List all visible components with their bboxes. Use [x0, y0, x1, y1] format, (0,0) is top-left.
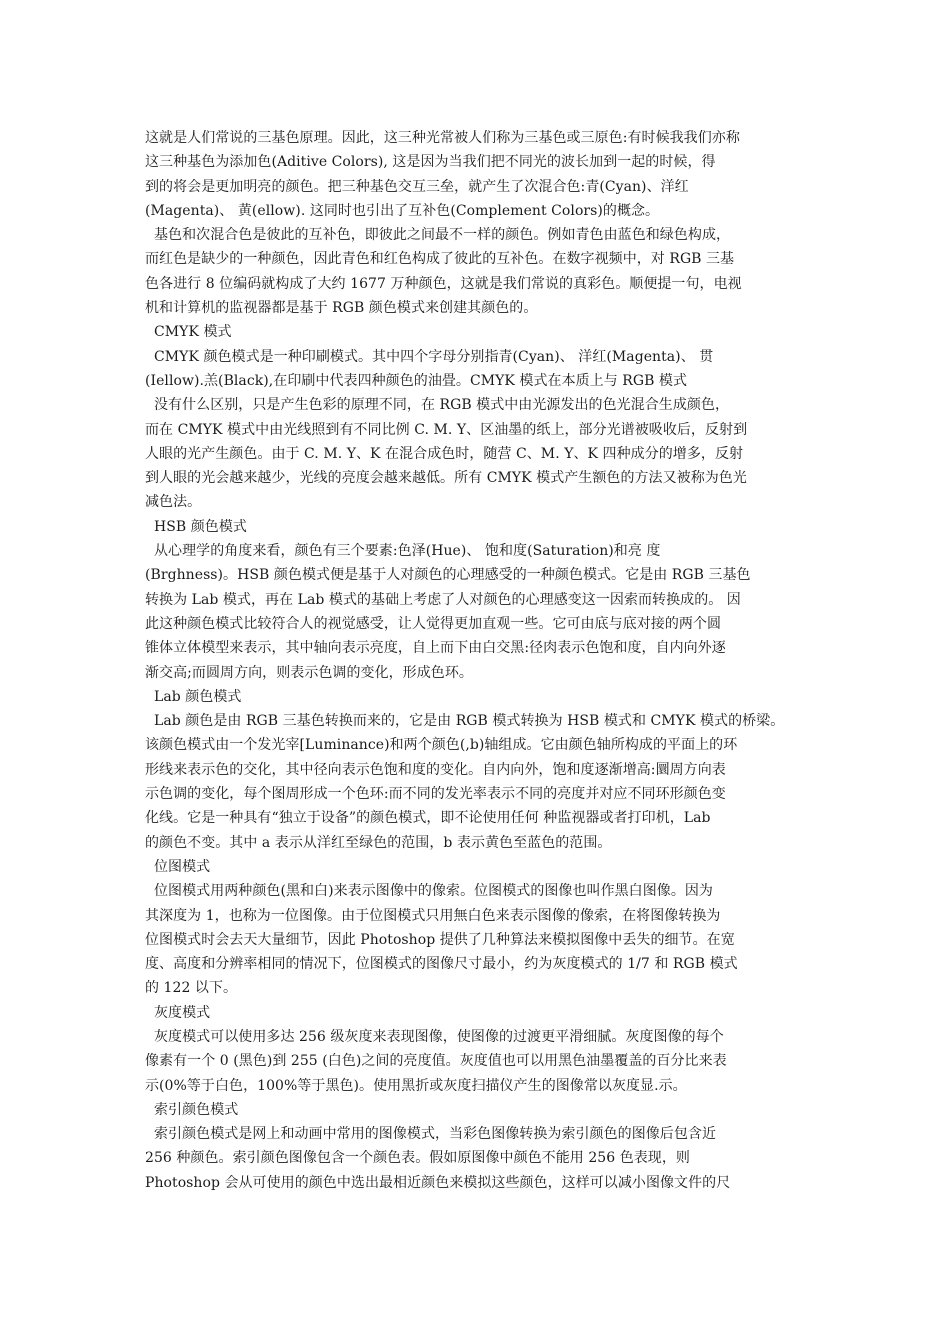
text-line: 示(0%等于白色，100%等于黑色)。使用黑折或灰度扫描仪产生的图像常以灰度显.示。	[145, 1077, 687, 1094]
text-line: 从心理学的角度来看，颜色有三个要素:色泽(Hue)、 饱和度(Saturation)和亮 度	[145, 543, 661, 560]
text-line: 机和计算机的监视器都是基于 RGB 颜色模式来创建其颜色的。	[145, 300, 538, 317]
text-line: 度、高度和分辨率相同的情况下，位图模式的图像尺寸最小，约为灰度模式的 1/7 和 RGB 模式	[145, 956, 738, 973]
text-line: Photoshop 会从可使用的颜色中选出最相近颜色来模拟这些颜色，这样可以减小图像文件的尺	[145, 1174, 731, 1191]
text-line: 没有什么区别，只是产生色彩的原理不同，在 RGB 模式中由光源发出的色光混合生成颜色，	[145, 397, 730, 414]
text-line: 色各进行 8 位编码就构成了大约 1677 万种颜色，这就是我们常说的真彩色。顺便提一句，电视	[145, 275, 742, 292]
text-line: (Iellow).羔(Black),在印刷中代表四种颜色的油畳。CMYK 模式在本质上与 RGB 模式	[145, 372, 688, 389]
document-page	[145, 126, 807, 1195]
text-line: HSB 颜色模式	[145, 518, 247, 535]
text-line: 锥体立体模型来表示，其中轴向表示亮度，自上而下由白交黑:径肉表示色饱和度，自内向外逐	[145, 640, 726, 657]
text-line: Lab 颜色模式	[145, 688, 242, 705]
text-line: CMYK 颜色模式是一种印刷模式。其中四个字母分别指青(Cyan)、 洋红(Magenta)、 贯	[145, 348, 714, 365]
text-line: (Magenta)、 黄(ellow). 这同时也引出了互补色(Complement Colors)的概念。	[145, 202, 660, 219]
text-line: 人眼的光产生颜色。由于 C. M. Y、K 在混合成色时，随营 C、M. Y、K 四种成分的增多，反射	[145, 445, 744, 462]
text-line: 灰度模式可以使用多达 256 级灰度来表现图像，使图像的过渡更平滑细腻。灰度图像的每个	[145, 1028, 724, 1045]
text-line: 其深度为 1，也称为一位图像。由于位图模式只用無白色来表示图像的像索，在将图像转换为	[145, 907, 721, 924]
text-line: 到的将会是更加明亮的颜色。把三种基色交互三垒，就产生了次混合色:青(Cyan)、洋红	[145, 178, 689, 195]
text-line: 像素有一个 0 (黑色)到 255 (白色)之间的亮度值。灰度值也可以用黑色油墨覆盖的百分比来表	[145, 1053, 727, 1070]
text-line: 256 种颜色。索引颜色图像包含一个颜色表。假如原图像中颜色不能用 256 色表现，则	[145, 1150, 690, 1167]
text-line: 基色和次混合色是彼此的互补色，即彼此之间最不一样的颜色。例如青色由蓝色和绿色构成，	[145, 227, 731, 244]
text-line: 位图模式用两种颜色(黑和白)来表示图像中的像索。位图模式的图像也叫作黑白图像。因为	[145, 883, 713, 900]
text-line: 到人眼的光会越来越少，光线的亮度会越来越低。所有 CMYK 模式产生额色的方法又被称为色光	[145, 470, 747, 487]
text-line: 该颜色模式由一个发光宰[Luminance)和两个颜色(,b)轴组成。它由颜色轴所构成的平面上的环	[145, 737, 738, 754]
text-line: 化线。它是一种具有“独立于设备”的颜色模式，即不论使用任何 种监视器或者打印机，Lab	[145, 810, 711, 827]
text-line: 而在 CMYK 模式中由光线照到有不同比例 C. M. Y、区油墨的纸上，部分光谱被吸收后，反射到	[145, 421, 748, 438]
text-line: 转换为 Lab 模式，再在 Lab 模式的基础上考虑了人对颜色的心理感变这一因索而转换成的。 因	[145, 591, 741, 608]
text-line: 此这种颜色模式比较符合人的视觉感受，让人觉得更加直观一些。它可由底与底对接的两个圆	[145, 615, 722, 632]
text-line: 形线来表示色的交化，其中径向表示色饱和度的变化。自内向外，饱和度逐渐增高:圜周方向表	[145, 761, 726, 778]
text-line: 索引颜色模式是网上和动画中常用的图像模式，当彩色图像转换为索引颜色的图像后包含近	[145, 1126, 716, 1143]
text-line: 索引颜色模式	[145, 1101, 239, 1118]
text-line: 这三种基色为添加色(Aditive Colors), 这是因为当我们把不同光的波长加到一起的时候，得	[145, 154, 716, 171]
text-line: Lab 颜色是由 RGB 三基色转换而来的，它是由 RGB 模式转换为 HSB 模式和 CMYK 模式的桥梁。	[145, 713, 785, 730]
text-line: 示色调的变化，每个图周形成一个色环:而不同的发光率表示不同的亮度并对应不同环形颜色变	[145, 786, 726, 803]
text-line: 而红色是缺少的一种颜色，因此青色和红色构成了彼此的互补色。在数字视频中，对 RGB 三基	[145, 251, 735, 268]
text-line: 位图模式	[145, 858, 211, 875]
text-line: 位图模式时会去天大量细节，因此 Photoshop 提供了几种算法来模拟图像中丢失的细节。在宽	[145, 931, 735, 948]
text-line: 这就是人们常说的三基色原理。因此，这三种光常被人们称为三基色或三原色:有时候我我们亦称	[145, 130, 740, 146]
text-line: CMYK 模式	[145, 324, 232, 341]
text-line: 减色法。	[145, 494, 202, 511]
text-line: 渐交高;而圆周方向，则表示色调的变化，形成色环。	[145, 664, 473, 681]
text-line: 灰度模式	[145, 1004, 211, 1021]
text-line: (Brghness)。HSB 颜色模式便是基于人对颜色的心理感受的一种颜色模式。它是由 RGB 三基色	[145, 567, 751, 584]
text-line: 的 122 以下。	[145, 980, 238, 997]
text-line: 的颜色不变。其中 a 表示从洋红至绿色的范围，b 表示黄色至蓝色的范围。	[145, 834, 612, 851]
